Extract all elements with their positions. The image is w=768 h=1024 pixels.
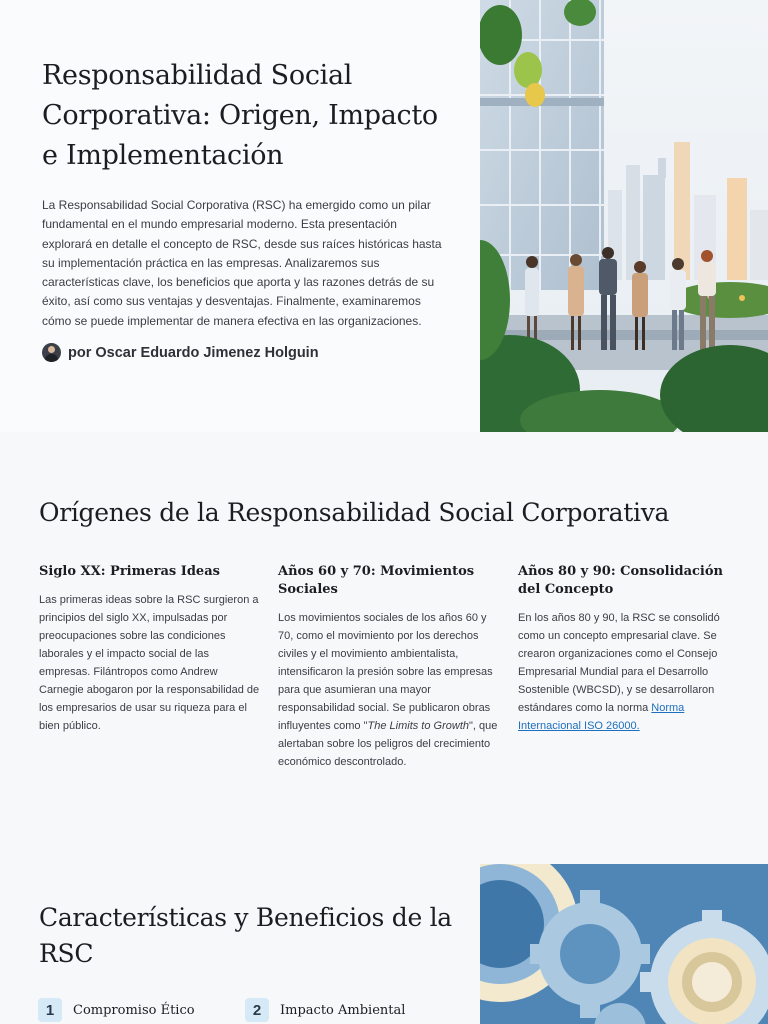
column-body [278, 609, 500, 771]
column-body: Las primeras ideas sobre la RSC surgieron a principios del siglo XX, impulsadas por preocupaciones sobre las condiciones laborales y el impacto social de las empresas. Filántropos como Andrew Carnegie abogaron por la responsabilidad de los empresarios de usar su riqueza para el bien público. [39, 594, 260, 732]
column-body-text: En los años 80 y 90, la RSC se consolidó como un concepto empresarial clave. Se crearon organizaciones como el Consejo Empresarial Mundial para el Desarrollo Sostenible (WBCSD), y se desarrollaron estándares como la norma [518, 612, 720, 714]
features-title: Características y Beneficios de la RSC [39, 903, 452, 968]
author-avatar [42, 343, 61, 362]
features-slide [0, 864, 768, 1024]
origins-column-1 [39, 563, 261, 735]
column-body-text: ", que alertaban sobre los peligros del crecimiento económico descontrolado. [278, 720, 498, 768]
origins-title: Orígenes de la Responsabilidad Social Corporativa [39, 498, 670, 527]
intro-paragraph: La Responsabilidad Social Corporativa (RSC) ha emergido como un pilar fundamental en el mundo empresarial moderno. Esta presentación explorará en detalle el concepto de RSC, desde sus raíces históricas hasta su implementación práctica en las empresas. Analizaremos sus características clave, los beneficios que aporta y las razones detrás de su éxito, así como sus ventajas y desventajas. Finalmente, examinaremos cómo se puede implementar de manera efectiva en las organizaciones. [42, 198, 442, 328]
column-body [518, 609, 740, 735]
title-slide-text [42, 56, 442, 362]
gears-icon [480, 864, 768, 1024]
column-heading: Siglo XX: Primeras Ideas [39, 564, 220, 579]
feature-item-1 [38, 998, 195, 1022]
feature-number-badge: 2 [245, 998, 269, 1022]
feature-item-2 [245, 998, 405, 1022]
title-slide [0, 0, 768, 432]
iso-26000-link[interactable]: Norma Internacional ISO 26000. [518, 702, 685, 732]
origins-column-2 [278, 563, 500, 771]
column-heading: Años 60 y 70: Movimientos Sociales [278, 564, 475, 597]
page-title: Responsabilidad Social Corporativa: Origen, Impacto e Implementación [42, 60, 438, 171]
column-heading: Años 80 y 90: Consolidación del Concepto [518, 564, 723, 597]
gears-illustration [480, 864, 768, 1024]
feature-label: Compromiso Ético [73, 1002, 195, 1018]
origins-slide [0, 432, 768, 864]
author-line [42, 343, 442, 362]
hero-illustration [480, 0, 768, 432]
people-city-illustration [480, 0, 768, 432]
feature-number-badge: 1 [38, 998, 62, 1022]
origins-column-3 [518, 563, 740, 735]
author-name: por Oscar Eduardo Jimenez Holguin [68, 344, 319, 361]
feature-label: Impacto Ambiental [280, 1002, 406, 1018]
column-body-text: Los movimientos sociales de los años 60 y 70, como el movimiento por los derechos civiles y el movimiento ambientalista, intensificaron la presión sobre las empresas para que asumieran una mayor responsabilidad social. Se publicaron obras influyentes como " [278, 612, 493, 732]
book-title: The Limits to Growth [367, 720, 469, 732]
